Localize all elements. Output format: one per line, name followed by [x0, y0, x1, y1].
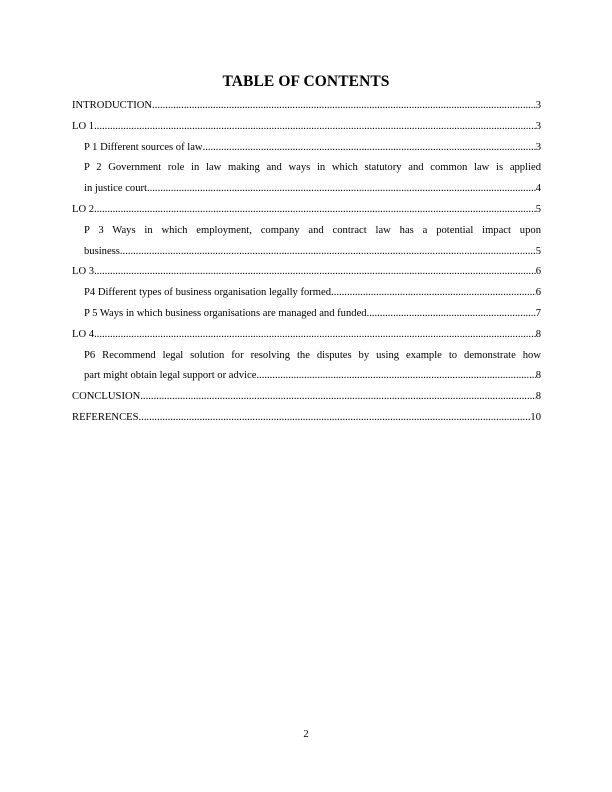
toc-entry-text: P 5 Ways in which business organisations are managed and funded [84, 307, 367, 319]
toc-entry-page: 8 [535, 328, 541, 340]
toc-entry-page: 8 [535, 391, 541, 403]
toc-entry-introduction[interactable] [72, 96, 541, 117]
toc-entry-text: CONCLUSION [72, 391, 141, 403]
toc-entry-text-line1: P 2 Government role in law making and ways in which statutory and common law is applied [84, 162, 541, 174]
page-number: 2 [303, 729, 309, 740]
toc-entry-p3[interactable] [72, 221, 541, 263]
toc-entry-lo3[interactable] [72, 262, 541, 283]
toc-entry-lo1[interactable] [72, 117, 541, 138]
toc-entry-text: business [84, 245, 120, 257]
toc-entry-page: 10 [530, 411, 541, 423]
toc-entry-p6[interactable] [72, 346, 541, 388]
dot-leader [94, 325, 536, 346]
toc-entry-text: LO 1 [72, 120, 95, 132]
toc-entry-text-line1: P6 Recommend legal solution for resolving the disputes by using example to demonstrate how [84, 349, 541, 361]
toc-title: TABLE OF CONTENTS [222, 73, 390, 90]
dot-leader [147, 179, 536, 200]
toc-entry-references[interactable] [72, 408, 541, 429]
toc-entry-text: REFERENCES [72, 411, 139, 423]
dot-leader [256, 366, 535, 387]
toc-entry-page: 5 [535, 203, 541, 215]
toc-entry-page: 6 [535, 287, 541, 299]
dot-leader [139, 408, 531, 429]
toc-entry-p2[interactable] [72, 158, 541, 200]
dot-leader [367, 304, 536, 325]
toc-entry-lo2[interactable] [72, 200, 541, 221]
dot-leader [94, 200, 536, 221]
toc-entry-page: 7 [535, 307, 541, 319]
dot-leader [94, 117, 536, 138]
toc-entry-conclusion[interactable] [72, 387, 541, 408]
toc-entry-page: 3 [535, 141, 541, 153]
dot-leader [152, 96, 536, 117]
toc-entry-page: 3 [535, 100, 541, 111]
toc-entry-text: LO 4 [72, 328, 95, 340]
toc-entry-text: in justice court [84, 183, 147, 195]
toc-entry-p1[interactable] [72, 138, 541, 159]
dot-leader [203, 138, 536, 159]
toc-entry-page: 4 [535, 183, 541, 195]
dot-leader [120, 242, 536, 263]
toc-entry-p5[interactable] [72, 304, 541, 325]
toc-entry-p6-last-line [72, 366, 541, 387]
table-of-contents [72, 96, 541, 429]
toc-entry-text: P 1 Different sources of law [84, 141, 203, 153]
toc-entry-lo4[interactable] [72, 325, 541, 346]
toc-entry-text: LO 3 [72, 266, 95, 278]
toc-entry-text: INTRODUCTION [72, 100, 153, 111]
dot-leader [140, 387, 535, 408]
toc-entry-p2-last-line [72, 179, 541, 200]
toc-entry-text-line1: P 3 Ways in which employment, company and contract law has a potential impact upon [84, 224, 541, 236]
toc-entry-text: LO 2 [72, 203, 95, 215]
toc-entry-p4[interactable] [72, 283, 541, 304]
toc-entry-page: 5 [535, 245, 541, 257]
toc-entry-text: part might obtain legal support or advice [84, 370, 257, 382]
toc-entry-page: 8 [535, 370, 541, 382]
toc-entry-page: 3 [535, 120, 541, 132]
toc-entry-page: 6 [535, 266, 541, 278]
dot-leader [331, 283, 536, 304]
toc-entry-text: P4 Different types of business organisation legally formed [84, 287, 332, 299]
toc-entry-p3-last-line [72, 242, 541, 263]
dot-leader [94, 262, 536, 283]
